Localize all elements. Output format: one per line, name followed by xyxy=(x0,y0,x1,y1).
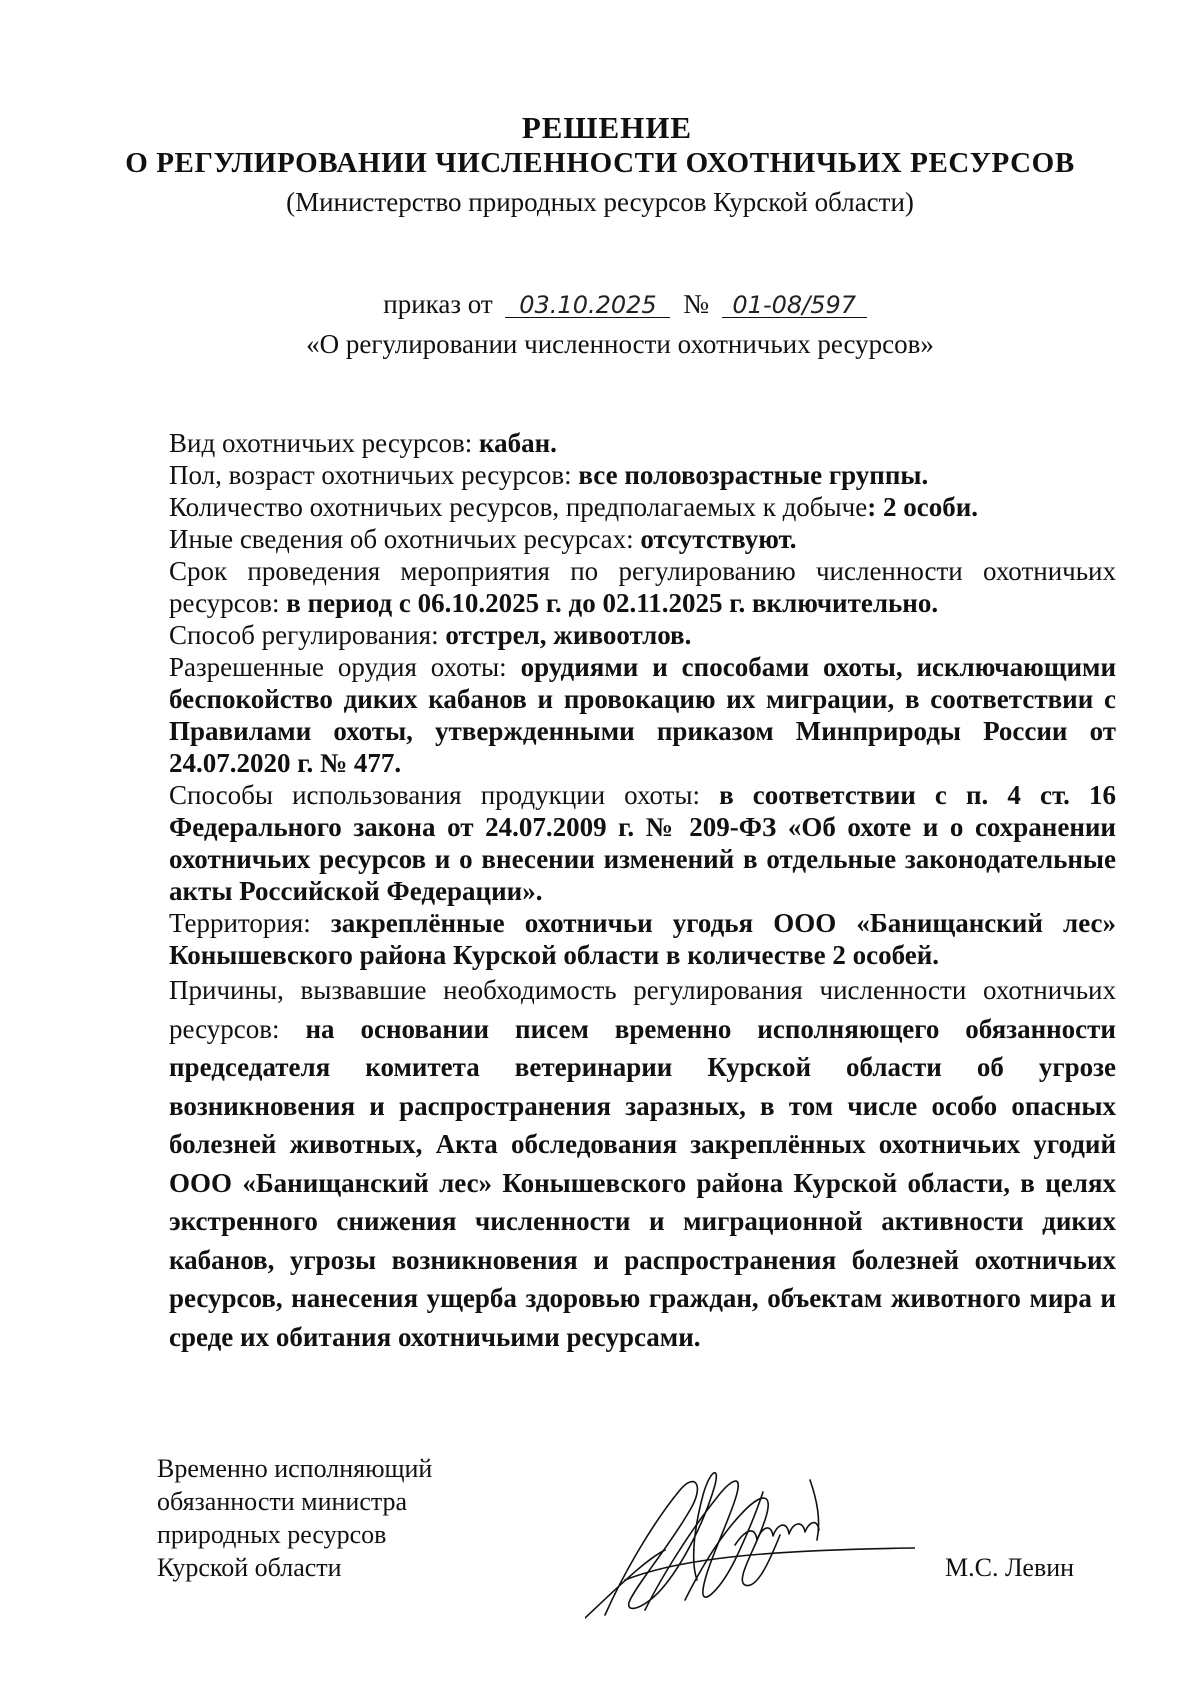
field-value: на основании писем временно исполняющего обязанности председателя комитета ветеринарии Курской области об угрозе возникновения и распространения заразных, в том числе особо опасных болезней животных, Акта обследования закреплённых охотничьих угодий ООО «Банищанский лес» Конышевского района Курской области, в целях экстренного снижения численности и миграционной активности диких кабанов, угрозы возникновения и распространения болезней охотничьих ресурсов, нанесения ущерба здоровью граждан, объектам животного мира и среде их обитания охотничьими ресурсами. xyxy=(169,1013,1116,1352)
signatory-position xyxy=(157,1452,432,1584)
field-hunting-tools xyxy=(169,651,1116,779)
position-line: природных ресурсов xyxy=(157,1520,387,1549)
field-reasons xyxy=(169,971,1116,1356)
handwritten-signature xyxy=(585,1450,915,1620)
field-product-usage xyxy=(169,779,1116,907)
field-territory xyxy=(169,907,1116,971)
field-label: Пол, возраст охотничьих ресурсов: xyxy=(169,460,579,490)
field-label: Способ регулирования: xyxy=(169,620,446,650)
document-title: РЕШЕНИЕ xyxy=(521,110,693,145)
decision-fields xyxy=(169,427,1116,1356)
field-label: Причины, вызвавшие необходимость регулирования численности охотничьих ресурсов: xyxy=(169,975,1116,1044)
order-reference xyxy=(0,289,1200,320)
field-label: Способы использования продукции охоты: xyxy=(169,780,720,810)
document-subtitle: О РЕГУЛИРОВАНИИ ЧИСЛЕННОСТИ ОХОТНИЧЬИХ РЕСУРСОВ xyxy=(125,147,1075,179)
field-period xyxy=(169,555,1116,619)
position-line: Временно исполняющий xyxy=(157,1454,433,1483)
field-value: в соответствии с п. 4 ст. 16 Федерального закона от 24.07.2009 г. № 209-ФЗ «Об охоте и о сохранении охотничьих ресурсов и о внесении изменений в отдельные законодательные акты Российской Федерации». xyxy=(169,780,1117,906)
field-label: Территория: xyxy=(169,908,331,938)
field-value: в период с 06.10.2025 г. до 02.11.2025 г. включительно. xyxy=(286,588,939,618)
field-label: Количество охотничьих ресурсов, предполагаемых к добыче xyxy=(169,492,868,522)
issuing-authority: (Министерство природных ресурсов Курской области) xyxy=(286,187,914,217)
field-label: Срок проведения мероприятия по регулированию численности охотничьих ресурсов: xyxy=(169,556,1116,618)
field-value: закреплённые охотничьи угодья ООО «Банищанский лес» Конышевского района Курской области в количестве 2 особей. xyxy=(169,908,1116,970)
field-value: отстрел, живоотлов. xyxy=(445,620,692,650)
field-label: Разрешенные орудия охоты: xyxy=(169,652,521,682)
field-value: все половозрастные группы. xyxy=(578,460,929,490)
order-date: 03.10.2025 xyxy=(505,293,670,318)
field-other-info xyxy=(169,523,1116,555)
order-number: 01-08/597 xyxy=(722,293,867,318)
order-number-sign: № xyxy=(683,289,709,319)
order-prefix: приказ от xyxy=(383,289,493,319)
order-title: «О регулировании численности охотничьих ресурсов» xyxy=(306,329,934,359)
field-value: : 2 особи. xyxy=(867,492,979,522)
field-label: Иные сведения об охотничьих ресурсах: xyxy=(169,524,641,554)
position-line: Курской области xyxy=(157,1553,342,1582)
field-value: кабан. xyxy=(478,428,557,458)
field-value: орудиями и способами охоты, исключающими беспокойство диких кабанов и провокацию их миграции, в соответствии с Правилами охоты, утвержденными приказом Минприроды России от 24.07.2020 г. № 477. xyxy=(169,652,1116,778)
field-species xyxy=(169,427,1116,459)
field-method xyxy=(169,619,1116,651)
field-sex-age xyxy=(169,459,1116,491)
field-label: Вид охотничьих ресурсов: xyxy=(169,428,479,458)
signatory-name: М.С. Левин xyxy=(945,1553,1075,1582)
field-quantity xyxy=(169,491,1116,523)
position-line: обязанности министра xyxy=(157,1487,408,1516)
field-value: отсутствуют. xyxy=(640,524,797,554)
